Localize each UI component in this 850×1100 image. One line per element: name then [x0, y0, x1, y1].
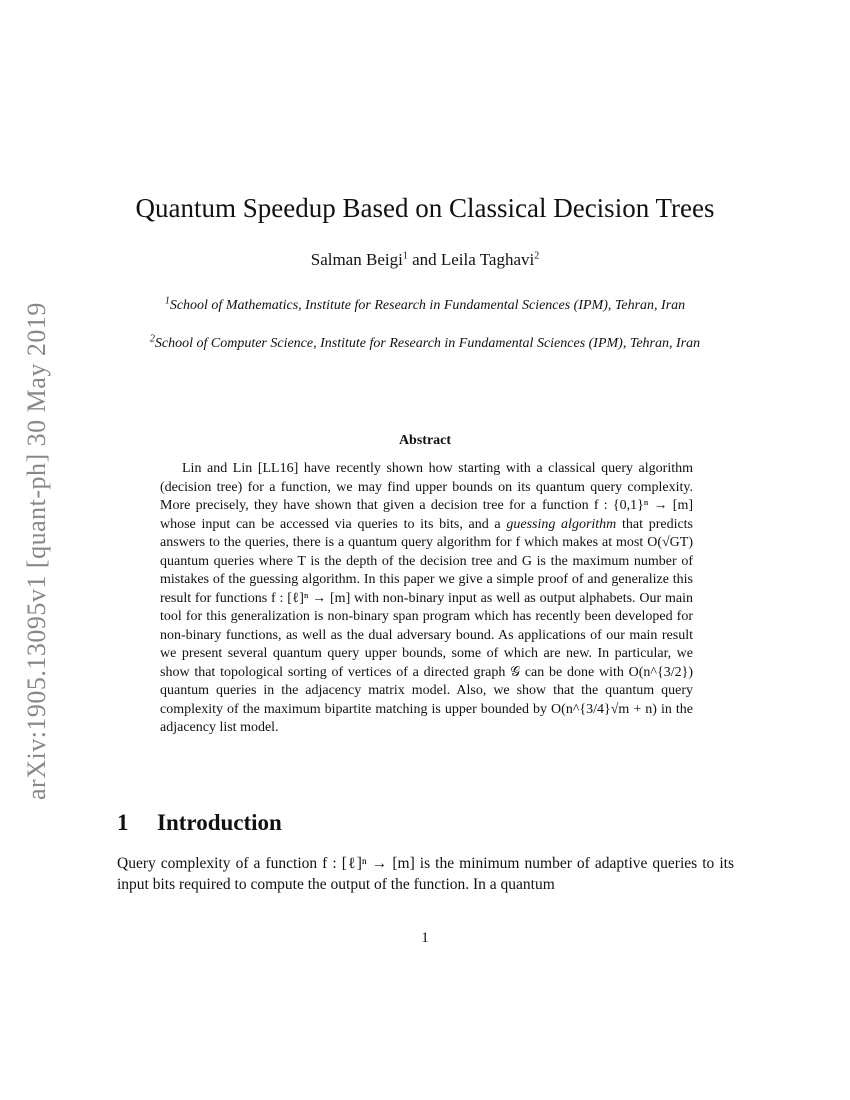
affiliation-2: [130, 334, 720, 353]
affiliation-1-mark: 1: [164, 295, 170, 307]
author-connector: and: [407, 250, 441, 269]
author-2: Leila Taghavi: [440, 250, 535, 269]
affiliation-1-text: School of Mathematics, Institute for Research in Fundamental Sciences (IPM), Tehran, Iran: [169, 298, 686, 313]
introduction-paragraph: Query complexity of a function f : [ℓ]ⁿ → [m] is the minimum number of adaptive queries to its input bits required to compute the output of the function. In a quantum: [117, 855, 734, 893]
affiliation-2-text: School of Computer Science, Institute for Research in Fundamental Sciences (IPM), Tehran, Iran: [154, 336, 701, 351]
section-number: 1: [117, 810, 129, 835]
author-1-affil-mark: 1: [402, 250, 408, 262]
abstract-text-2: that predicts answers to the queries, there is a quantum query algorithm for f which makes at most O(√GT) quantum queries where T is the depth of the decision tree and G is the maximum number of mistakes of the guessing algorithm. In this paper we give a simple proof of and generalize this result for functions f : [ℓ]ⁿ → [m] with non-binary input as well as output alphabets. Our main tool for this generalization is non-binary span program which has recently been developed for non-binary functions, as well as the dual adversary bound. As applications of our main result we present several quantum query upper bounds, some of which are new. In particular, we show that topological sorting of vertices of a directed graph 𝒢 can be done with O(n^{3/2}) quantum queries in the adjacency matrix model. Also, we show that the quantum query complexity of the maximum bipartite matching is upper bounded by O(n^{3/4}√m + n) in the adjacency list model.: [160, 516, 694, 735]
affiliation-2-mark: 2: [149, 333, 155, 345]
author-1: Salman Beigi: [310, 250, 403, 269]
abstract-emphasis: guessing algorithm: [506, 516, 617, 532]
author-2-affil-mark: 2: [534, 250, 540, 262]
abstract-heading: Abstract: [398, 433, 452, 448]
page-number: 1: [421, 930, 429, 946]
arxiv-stamp: arXiv:1905.13095v1 [quant-ph] 30 May 2019: [22, 302, 51, 800]
abstract-body: [160, 460, 693, 738]
section-title: Introduction: [157, 810, 282, 835]
paper-title: Quantum Speedup Based on Classical Decision Trees: [135, 193, 715, 223]
affiliation-1: [130, 296, 720, 315]
author-line: [0, 250, 850, 270]
section-heading: [117, 810, 282, 836]
abstract-text-1: Lin and Lin [LL16] have recently shown how starting with a classical query algorithm (decision tree) for a function, we may find upper bounds on its quantum query complexity. More precisely, they have shown that given a decision tree for a function f : {0,1}ⁿ → [m] whose input can be accessed via queries to its bits, and a: [160, 461, 693, 532]
